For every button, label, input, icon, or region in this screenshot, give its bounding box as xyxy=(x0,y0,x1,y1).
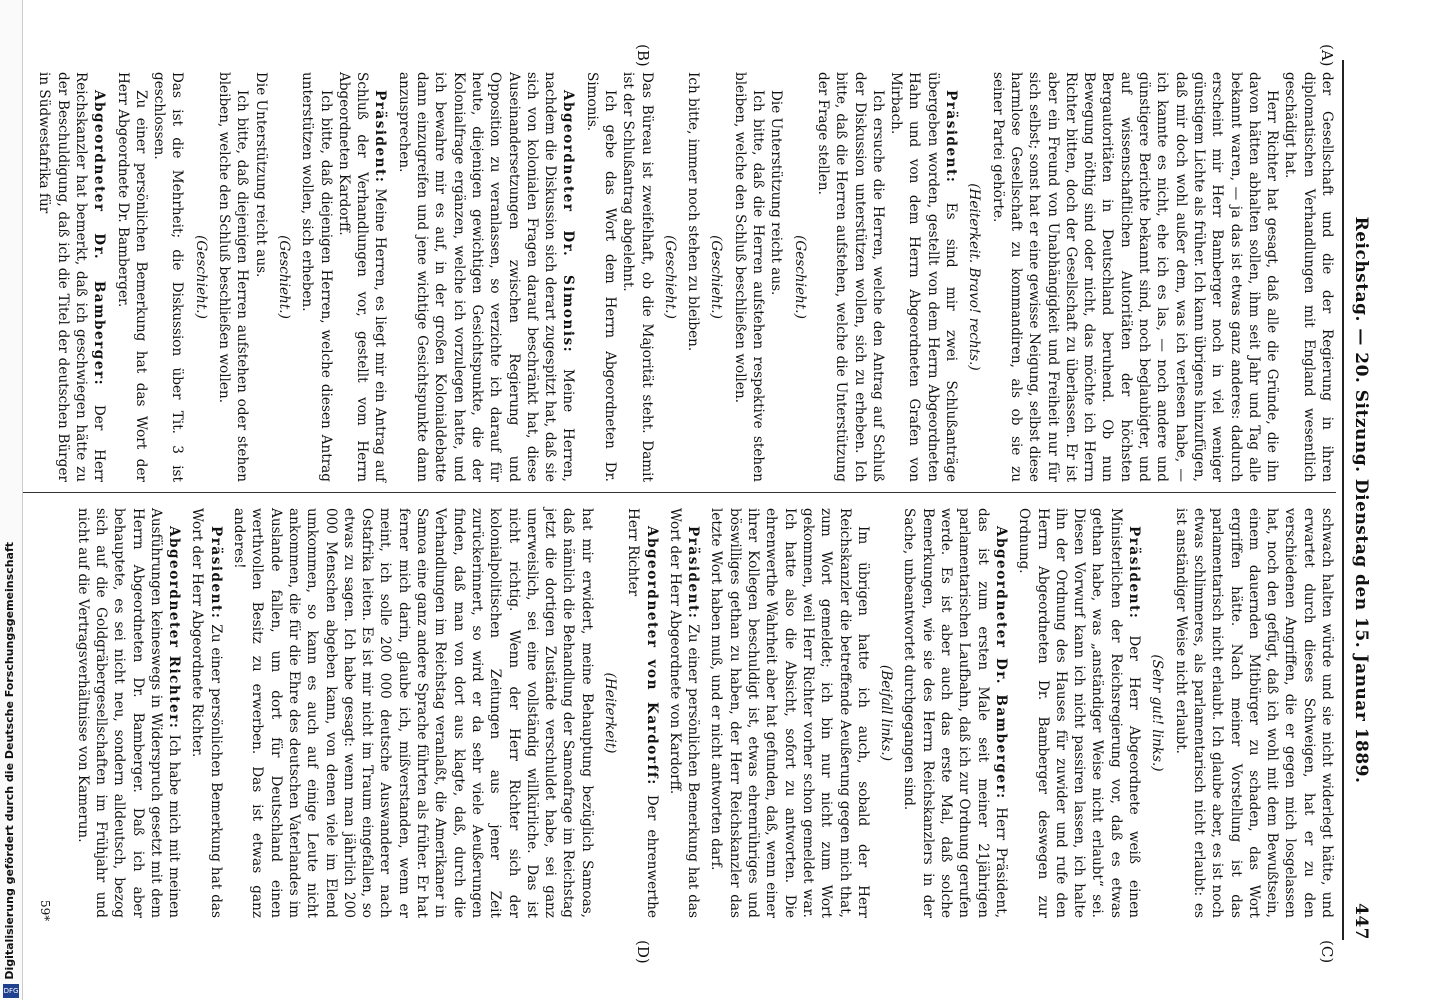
dfg-logo-icon: DFG xyxy=(3,984,19,998)
speaker-paragraph xyxy=(1015,508,1143,918)
paragraph-text: Ich ersuche die Herren, welche den Antrag auf Schluß der Diskussion unterstützen wollen, sich zu erheben. Ich bitte, daß die Herren aufstehen, welche die Unterstützung der Frage stellen. xyxy=(814,72,886,482)
running-title: Reichstag. — 20. Sitzung. Dienstag den 15. Januar 1889. xyxy=(1351,216,1371,784)
paragraph xyxy=(988,72,1281,482)
paragraph xyxy=(298,72,335,482)
paragraph xyxy=(215,72,252,482)
stage-direction: (Sehr gut! links.) xyxy=(1149,654,1166,772)
paragraph-text: Zu einer persönlichen Bemerkung hat das Wort der Herr Abgeordnete Richter. xyxy=(189,508,224,918)
paragraph-text: Ich bitte, daß die Herren aufstehen respektive stehen bleiben, welche den Schluß beschließen wollen. xyxy=(731,72,767,482)
digitization-credit: Digitalisierung gefördert durch die Deutsche Forschungsgemeinschaft xyxy=(3,542,16,980)
paragraph xyxy=(1281,72,1336,482)
paragraph-text: Herr Präsident, das ist zum ersten Male seit meiner 21jährigen parlamentarischen Laufbahn, daß ich zur Ordnung gerufen werde. Es ist aber auch das erste Mal, daß solche Bemerkungen, wie sie des Herrn Reichskanzlers in der Sache, unbeantwortet durchgegangen sind. xyxy=(901,508,1009,919)
header-rule xyxy=(1342,60,1344,940)
margin-letter-a: (A) xyxy=(1318,44,1336,67)
paragraph-text: Die Unterstützung reicht aus. xyxy=(768,90,785,296)
speaker-paragraph xyxy=(900,508,1010,918)
paragraph-text: Im übrigen hatte ich auch, sobald der Herr Reichskanzler die betreffende Aeußerung gegen mich that, zum Wort gemeldet; ich bin nur nicht zum Wort gekommen, weil Herr Richter vorher schon gemeldet war. Ich hatte also die Absicht, sofort zu antworten. Die ehrenwerthe Wahrheit aber hat gefunden, daß, wenn einer ihrer Kollegen beschuldigt ist, etwas ehrenrühriges und böswilliges gethan zu haben, der Herr Reichskanzler das letzte Wort haben muß, und er nicht antworten darf. xyxy=(708,508,871,918)
paragraph-text: Der Herr Reichskanzler hat bemerkt, daß ich geschwiegen hätte zu der Beschuldigung, daß ich die Titel der deutschen Bürger in Südwestafrika für xyxy=(36,72,108,482)
speaker-paragraph xyxy=(73,508,183,918)
paragraph xyxy=(767,72,785,482)
speaker-name: Präsident: xyxy=(685,526,702,620)
paragraph-text: hat mir erwidert, meine Behauptung bezüglich Samoas, daß nämlich die Behandlung der Samoafrage im Reichstag jetzt die dortigen Zustände verschuldet habe, sei ganz unerweislich, sei eine vollständig willkürliche. Das ist nicht richtig. Wenn der Herr Richter sich der kolonialpolitischen Zeitungen aus jener Zeit zurückerinnert, so wird er da sehr viele Aeußerungen finden, daß man von dort aus klagte, daß, durch die Verhandlungen im Reichstag veranlaßt, die Amerikaner in Samoa eine ganz andere Sprache führten als früher. Er hat ferner mich darin, glaube ich, mißverstanden, wenn er meint, ich solle 200 000 deutsche Auswanderer nach Ostafrika leiten. Es ist mir nicht im Traum eingefallen, so etwas zu sagen. Ich habe gesagt: wenn man jährlich 200 000 Menschen abgeben kann, von denen viele im Elend umkommen, so kann es auch auf einige Leute nicht ankommen, die für die Ehre des deutschen Vaterlandes im Auslande fallen, um dort für Deutschland einen werthvollen Besitz zu erwerben. Das ist etwas ganz anderes! xyxy=(231,508,595,918)
speaker-name: Präsident: xyxy=(372,90,389,184)
paragraph xyxy=(113,72,150,482)
speaker-paragraph xyxy=(335,72,390,482)
digitization-sidebar xyxy=(0,0,23,1000)
speaker-paragraph xyxy=(624,508,661,918)
margin-letter-d: (D) xyxy=(634,940,652,964)
right-column xyxy=(73,508,1336,918)
page-number: 447 xyxy=(1351,903,1371,940)
paragraph xyxy=(731,72,768,482)
paragraph-text: Die Unterstützung reicht aus. xyxy=(252,72,269,278)
paragraph-text: Ich gebe das Wort dem Herrn Abgeordneten Dr. Simonis. xyxy=(583,72,619,482)
speaker-name: Abgeordneter Dr. Bamberger: xyxy=(91,90,108,387)
speaker-name: Abgeordneter von Kardorff: xyxy=(643,526,660,786)
speaker-paragraph xyxy=(35,72,108,482)
paragraph xyxy=(707,508,872,918)
paragraph-text: Herr Richter hat gesagt, daß alle die Gründe, die ihn davon hätten abhalten sollen, ihm seit Jahr und Tag alle bekannt waren, — ja das ist etwas ganz anderes: dadurch erscheint mir Herr Bamberger noch in viel weniger günstigem Lichte als früher. Ich kann übrigens hinzufügen, daß mir doch wohl außer dem, was ich verlesen habe, — ich kannte es nicht, ehe ich es las, — noch andere und günstigere Berichte bekannt sind, noch beglaubigter, und auf wissenschaftlichen Autoritäten der höchsten Bergautoritäten in Deutschland beruhend. Ob nun Bewegung nöthig sind oder nicht, das möchte ich Herrn Richter bitten, doch der Gesellschaft zu überlassen. Er ist aber ein Freund von Unabhängigkeit und Freiheit nur für sich selbst; sonst hat er eine gewisse Neigung, selbst diese harmlose Gesellschaft zu kommandiren, als ob sie zu seiner Partei gehörte. xyxy=(989,72,1281,482)
paragraph-text: Ich habe mich mit meinen Ausführungen keineswegs in Widerspruch gesetzt mit dem Herrn Abgeordneten Dr. Bamberger. Daß ich aber behauptete, es sei nicht neu, sondern alldeutsch, bezog sich auf die Goldgräbergesellschaften im Frühjahr und nicht auf die Vertragsverhältnisse von Kamerun. xyxy=(74,508,183,918)
page-header xyxy=(1348,60,1374,940)
stage-direction: (Geschieht.) xyxy=(192,235,209,319)
paragraph xyxy=(684,72,702,482)
paragraph-text: Der ehrenwerthe Herr Richter xyxy=(625,508,660,918)
paragraph-text: Ich bitte, daß diejenigen Herren, welche diesen Antrag unterstützen wollen, sich erheben. xyxy=(299,72,334,482)
speaker-name: Präsident: xyxy=(207,526,224,620)
stage-direction: (Geschieht.) xyxy=(708,235,725,319)
speaker-name: Abgeordneter Dr. Bamberger: xyxy=(992,526,1009,800)
paragraph-text: Zu einer persönlichen Bemerkung hat das Wort der Herr Abgeordnete von Kardorff. xyxy=(666,508,702,918)
paragraph xyxy=(1171,508,1336,918)
paragraph-text: Meine Herren, es liegt mir ein Antrag auf Schluß der Verhandlungen vor, gestellt vom Herrn Abgeordneten Kardorff. xyxy=(335,72,389,482)
paragraph xyxy=(619,72,656,482)
paragraph-text: Das ist die Mehrheit; die Diskussion über Tit. 3 ist geschlossen. xyxy=(151,72,186,482)
speaker-paragraph xyxy=(666,508,703,918)
paragraph-text: Zu einer persönlichen Bemerkung hat das Wort der Herr Abgeordnete Dr. Bamberger. xyxy=(114,72,149,482)
paragraph-text: schwach halten würde und sie nicht widerlegt hätte, und erwartet durch dieses Schweigen, hat er zu den verschiedenen Angriffen, die er gegen mich losgelassen hat, noch den gefügt, daß ich wohl mit dem Bewußtsein, einem dauernden Mitbürger zu schaden, das Wort ergriffen hätte. Nach meiner Vorstellung ist das parlamentarisch nicht erlaubt. Ich glaube aber, es ist noch etwas schlimmeres, als parlamentarisch nicht erlaubt: es ist anständiger Weise nicht erlaubt. xyxy=(1172,508,1335,918)
paragraph-text: der Gesellschaft und die der Regierung in ihren diplomatischen Verhandlungen mit England wesentlich geschädigt hat. xyxy=(1282,72,1335,482)
stage-direction: (Heiterkeit. Bravo! rechts.) xyxy=(966,183,983,371)
speaker-name: Präsident: xyxy=(1126,526,1143,620)
paragraph-text: Ich bitte, immer noch stehen zu bleiben. xyxy=(685,72,702,352)
paragraph xyxy=(251,72,269,482)
stage-direction: (Beifall links.) xyxy=(878,664,895,762)
stage-direction: (Geschieht.) xyxy=(275,235,292,319)
paragraph xyxy=(230,508,596,918)
paragraph-text: Der Herr Abgeordnete weiß einen Ministerlichen der Reichsregierung vor, daß es etwas gethan habe, was „anständiger Weise nicht erlaubt“ sei. Diesen Vorwurf kann ich nicht passiren lassen, ich halte ihn der Ordnung des Hauses für zuwider und rufe den Herrn Abgeordneten Dr. Bamberger deswegen zur Ordnung. xyxy=(1016,508,1143,918)
signature-mark: 59* xyxy=(38,900,52,922)
paragraph xyxy=(150,72,187,482)
stage-direction: (Geschieht.) xyxy=(661,235,678,319)
paragraph-text: Das Büreau ist zweifelhaft, ob die Majorität steht. Damit ist der Schlußantrag abgelehnt. xyxy=(620,72,655,482)
paragraph-text: Ich bitte, daß diejenigen Herren aufstehen oder stehen bleiben, welche den Schluß beschließen wollen. xyxy=(216,72,251,482)
speaker-paragraph xyxy=(887,72,960,482)
speaker-name: Abgeordneter Dr. Simonis: xyxy=(560,90,577,354)
speaker-name: Präsident: xyxy=(943,90,960,184)
speaker-paragraph xyxy=(394,72,577,482)
column-divider xyxy=(16,492,1336,493)
paragraph-text: Es sind mir zwei Schlußanträge übergeben worden, gestellt von dem Herrn Abgeordneten Hahn und von dem Herrn Abgeordneten Grafen von Mirbach. xyxy=(888,72,960,482)
stage-direction: (Heiterkeit) xyxy=(602,672,619,754)
margin-letter-c: (C) xyxy=(1318,940,1336,964)
stage-direction: (Geschieht.) xyxy=(791,235,808,319)
speaker-paragraph xyxy=(188,508,225,918)
paragraph-text: Meine Herren, nachdem die Diskussion sich derart zugespitzt hat, daß sie sich von kolonialen Fragen darauf beschränkt hat, diese Auseinandersetzungen zwischen Regierung und Opposition zu veranlassen, so verzichte ich darauf für heute, diejenigen gewichtigen Gesichtspunkte, die der Kolonialfrage ergänzen, welche ich vorzulegen hatte, und ich bewahre mir es auf, in der großen Kolonialdebatte dann einzugreifen und jene wichtige Gesichtspunkte dann anzusprechen. xyxy=(395,72,577,483)
paragraph xyxy=(582,72,619,482)
paragraph xyxy=(814,72,887,482)
left-column xyxy=(35,72,1336,482)
speaker-name: Abgeordneter Richter: xyxy=(166,526,183,730)
margin-letter-b: (B) xyxy=(634,44,652,67)
